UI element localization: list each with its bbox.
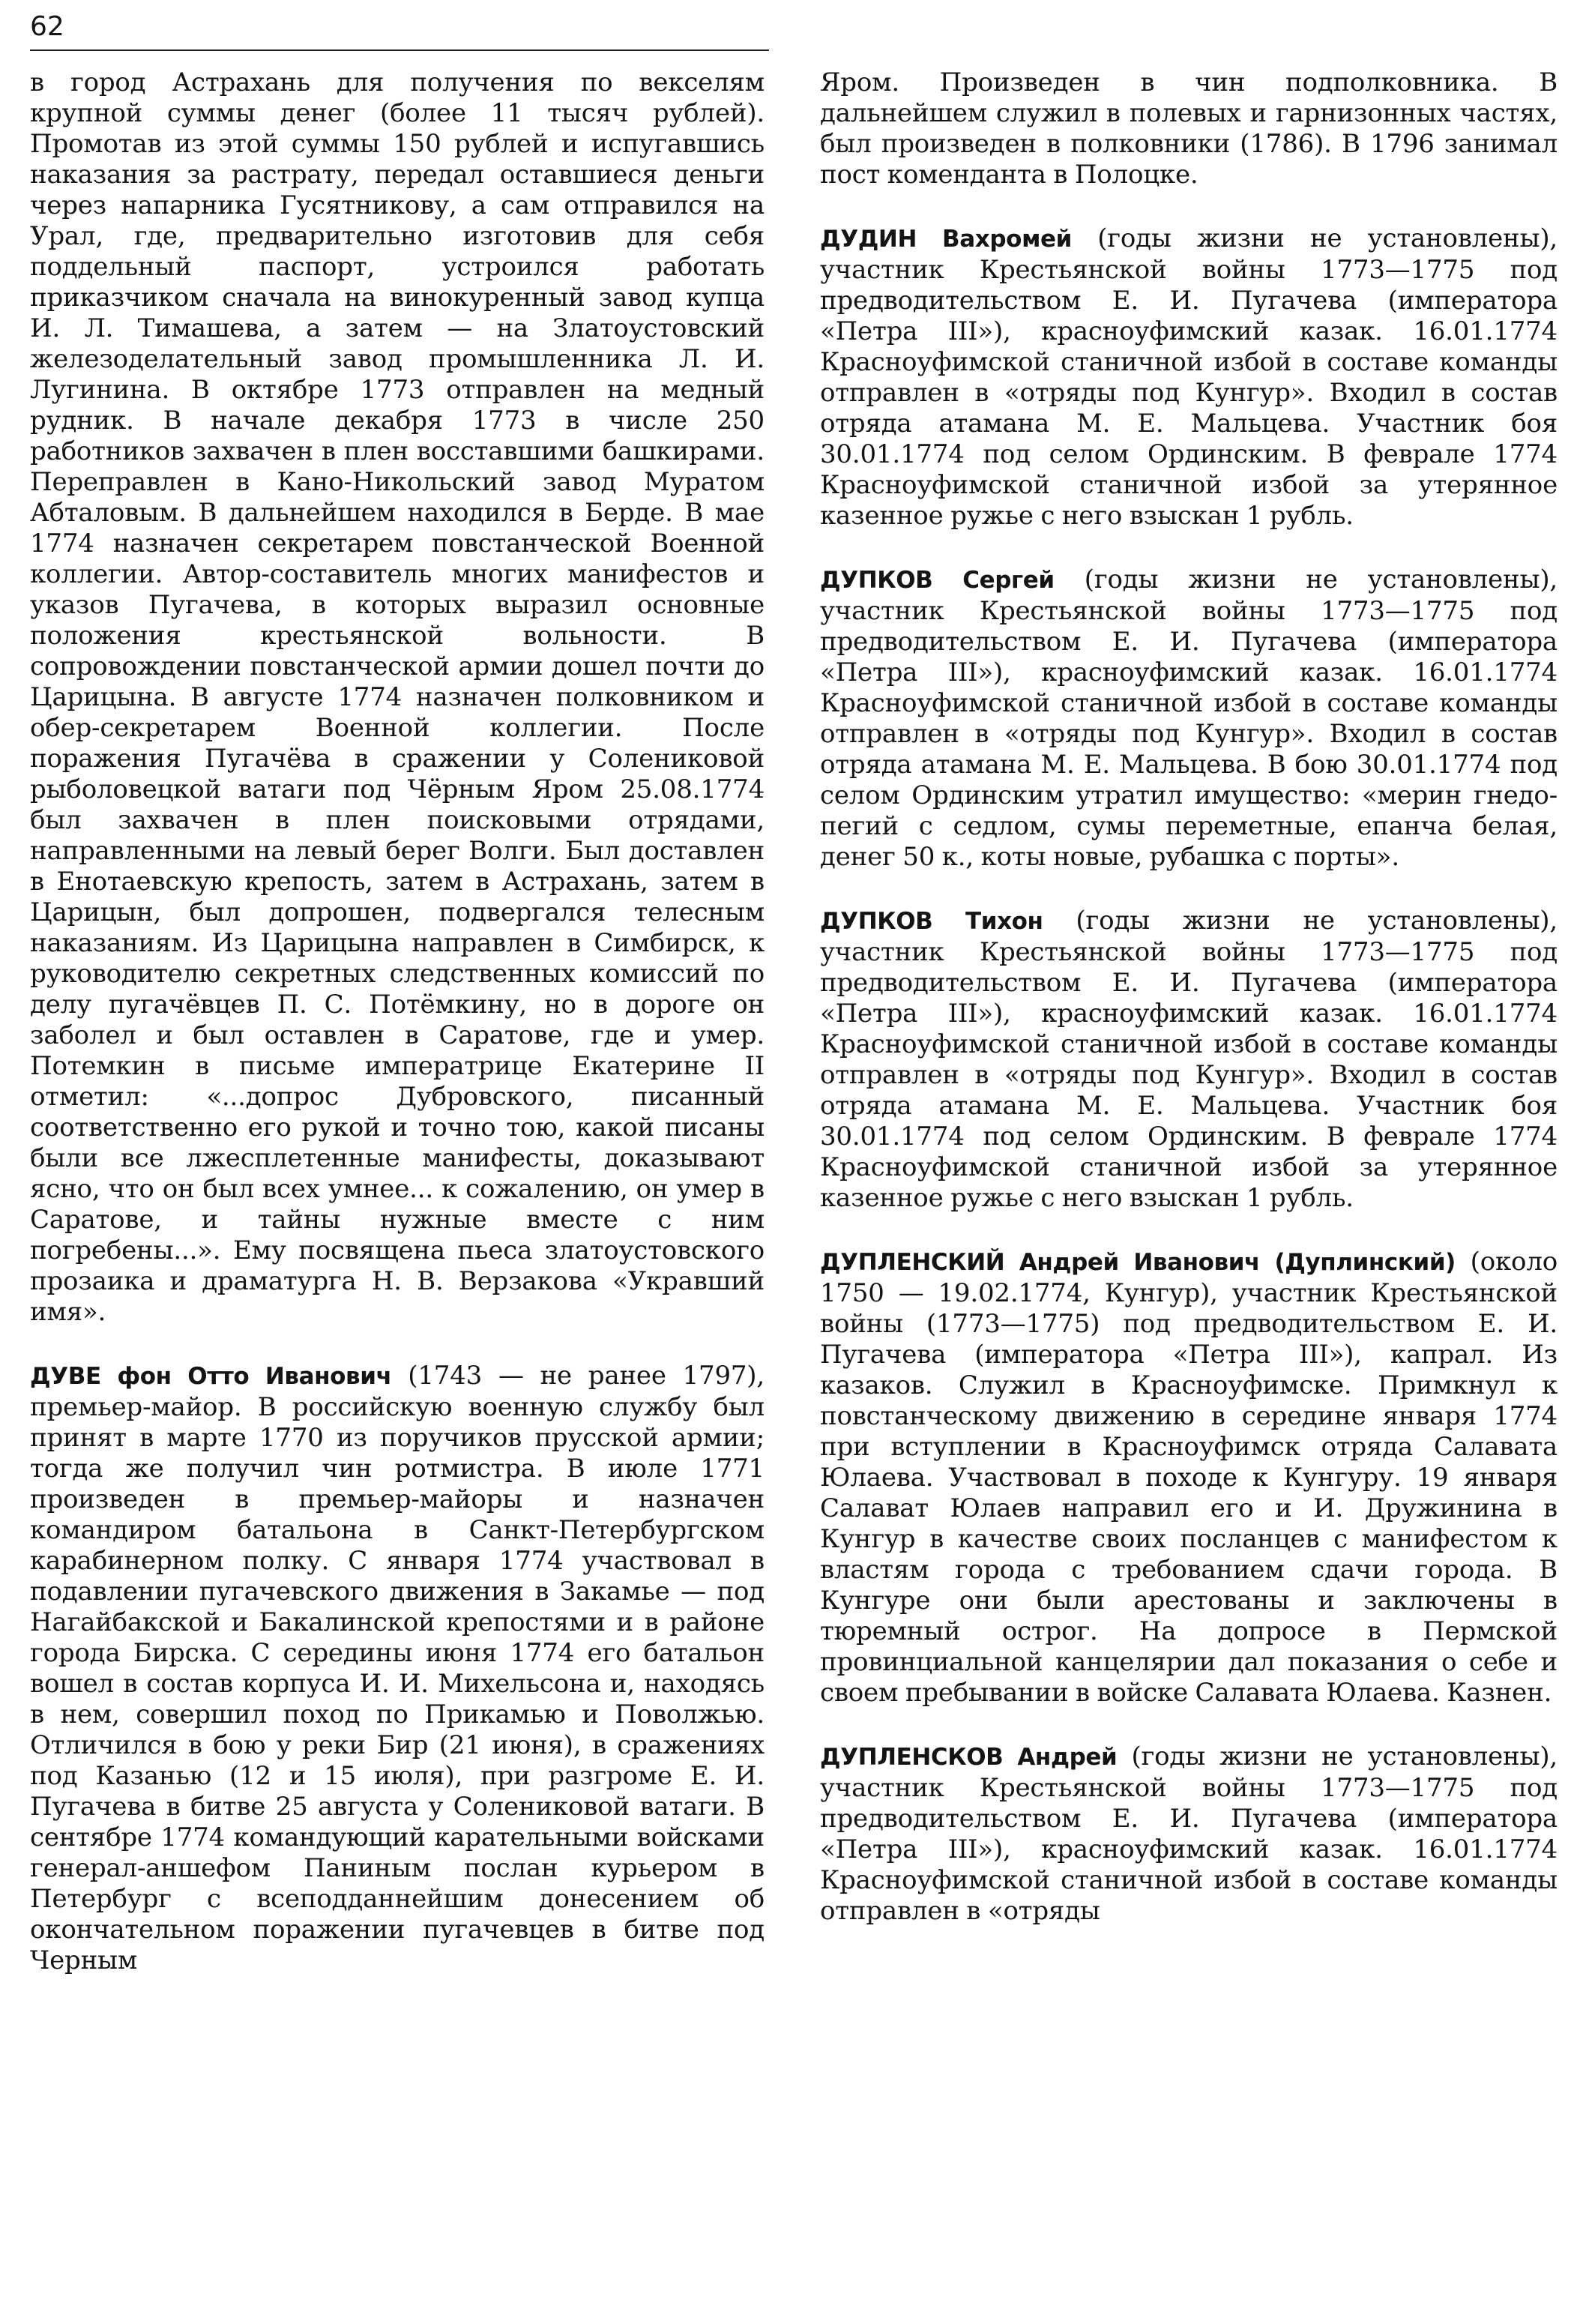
entry-continuation bbox=[30, 67, 765, 1328]
entry-headword: ДУПКОВ Сергей bbox=[820, 567, 1055, 594]
page-number: 62 bbox=[30, 11, 64, 42]
entry-text: (около 1750 — 19.02.1774, Кунгур), участник Крестьянской войны (1773—1775) под предводительством Е. И. Пугачева (императора «Петра III»), капрал. Из казаков. Служил в Красноуфимске. Примкнул к повстанческому движению в середине января 1774 при вступлении в Красноуфимск отряда Салавата Юлаева. Участвовал в походе к Кунгуру. 19 января Салават Юлаев направил его и И. Дружинина в Кунгур в качестве своих посланцев с манифестом к властям города с требованием сдачи города. В Кунгуре они были арестованы и заключены в тюремный острог. На допросе в Пермской провинциальной канцелярии дал показания о себе и своем пребывании в войске Салавата Юлаева. Казнен. bbox=[820, 1247, 1558, 1708]
entry-headword: ДУПКОВ Тихон bbox=[820, 908, 1043, 935]
entry-dudin bbox=[820, 223, 1558, 532]
entry-text: (годы жизни не установлены), участник Крестьянской войны 1773—1775 под предводительством Е. И. Пугачева (императора «Петра III»), красноуфимский казак. 16.01.1774 Красноуфимской станичной избой в составе команды отправлен в «отряды под Кунгур». Входил в состав отряда атамана М. Е. Мальцева. В бою 30.01.1774 под селом Ординским утратил имущество: «мерин гнедо-пегий с седлом, сумы переметные, епанча белая, денег 50 к., коты новые, рубашка с порты». bbox=[820, 565, 1558, 872]
entry-text: (годы жизни не установлены), участник Крестьянской войны 1773—1775 под предводительством Е. И. Пугачева (императора «Петра III»), красноуфимский казак. 16.01.1774 Красноуфимской станичной избой в составе команды отправлен в «отряды под Кунгур». Входил в состав отряда атамана М. Е. Мальцева. Участник боя 30.01.1774 под селом Ординским. В феврале 1774 Красноуфимской станичной избой за утерянное казенное ружье с него взыскан 1 рубль. bbox=[820, 906, 1558, 1213]
entry-duplenskiy bbox=[820, 1247, 1558, 1709]
entry-dupkov-tikhon bbox=[820, 906, 1558, 1214]
entry-headword: ДУДИН Вахромей bbox=[820, 226, 1072, 253]
right-column bbox=[820, 67, 1558, 1960]
entry-text: (годы жизни не установлены), участник Крестьянской войны 1773—1775 под предводительством Е. И. Пугачева (императора «Петра III»), красноуфимский казак. 16.01.1774 Красноуфимской станичной избой в составе команды отправлен в «отряды под Кунгур». Входил в состав отряда атамана М. Е. Мальцева. Участник боя 30.01.1774 под селом Ординским. В феврале 1774 Красноуфимской станичной избой за утерянное казенное ружье с него взыскан 1 рубль. bbox=[820, 223, 1558, 531]
entry-headword: ДУПЛЕНСКОВ Андрей bbox=[820, 1744, 1118, 1771]
entry-continuation bbox=[820, 67, 1558, 190]
entry-duve bbox=[30, 1361, 765, 1976]
header-rule bbox=[30, 49, 769, 51]
entry-headword: ДУВЕ фон Отто Иванович bbox=[30, 1363, 392, 1390]
entry-text: (годы жизни не установлены), участник Крестьянской войны 1773—1775 под предводительством Е. И. Пугачева (императора «Петра III»), красноуфимский казак. 16.01.1774 Красноуфимской станичной избой в составе команды отправлен в «отряды bbox=[820, 1742, 1558, 1926]
left-column bbox=[30, 67, 765, 2009]
entry-duplenskov bbox=[820, 1742, 1558, 1927]
entry-text: в город Астрахань для получения по векселям крупной суммы денег (более 11 тысяч рублей). Промотав из этой суммы 150 рублей и испугавшись наказания за растрату, передал оставшиеся деньги через напарника Гусятникову, а сам отправился на Урал, где, предварительно изготовив для себя поддельный паспорт, устроился работать приказчиком сначала на винокуренный завод купца И. Л. Тимашева, а затем — на Златоустовский железоделательный завод промышленника Л. И. Лугинина. В октябре 1773 отправлен на медный рудник. В начале декабря 1773 в числе 250 работников захвачен в плен восставшими башкирами. Переправлен в Кано-Никольский завод Муратом Абталовым. В дальнейшем находился в Берде. В мае 1774 назначен секретарем повстанческой Военной коллегии. Автор-составитель многих манифестов и указов Пугачева, в которых выразил основные положения крестьянской вольности. В сопровождении повстанческой армии дошел почти до Царицына. В августе 1774 назначен полковником и обер-секретарем Военной коллегии. После поражения Пугачёва в сражении у Солениковой рыболовецкой ватаги под Чёрным Яром 25.08.1774 был захвачен в плен поисковыми отрядами, направленными на левый берег Волги. Был доставлен в Енотаевскую крепость, затем в Астрахань, затем в Царицын, был допрошен, подвергался телесным наказаниям. Из Царицына направлен в Симбирск, к руководителю секретных следственных комиссий по делу пугачёвцев П. С. Потёмкину, но в дороге он заболел и был оставлен в Саратове, где и умер. Потемкин в письме императрице Екатерине II отметил: «...допрос Дубровского, писанный соответственно его рукой и точно тою, какой писаны были все лжесплетенные манифесты, доказывают ясно, что он был всех умнее... к сожалению, он умер в Саратове, и тайны нужные вместе с ним погребены...». Ему посвящена пьеса златоустовского прозаика и драматурга Н. В. Верзакова «Укравший имя». bbox=[30, 67, 765, 1327]
entry-headword: ДУПЛЕНСКИЙ Андрей Иванович (Дуплинский) bbox=[820, 1249, 1456, 1276]
entry-dupkov-sergey bbox=[820, 565, 1558, 873]
entry-text: Яром. Произведен в чин подполковника. В дальнейшем служил в полевых и гарнизонных частях, был произведен в полковники (1786). В 1796 занимал пост коменданта в Полоцке. bbox=[820, 67, 1558, 190]
entry-text: (1743 — не ранее 1797), премьер-майор. В российскую военную службу был принят в марте 1770 из поручиков прусской армии; тогда же получил чин ротмистра. В июле 1771 произведен в премьер-майоры и назначен командиром батальона в Санкт-Петербургском карабинерном полку. С января 1774 участвовал в подавлении пугачевского движения в Закамье — под Нагайбакской и Бакалинской крепостями и в районе города Бирска. С середины июня 1774 его батальон вошел в состав корпуса И. И. Михельсона и, находясь в нем, совершил поход по Прикамью и Поволжью. Отличился в бою у реки Бир (21 июня), в сражениях под Казанью (12 и 15 июля), при разгроме Е. И. Пугачева в битве 25 августа у Солениковой ватаги. В сентябре 1774 командующий карательными войсками генерал-аншефом Паниным послан курьером в Петербург с всеподданнейшим донесением об окончательном поражении пугачевцев в битве под Черным bbox=[30, 1361, 765, 1975]
